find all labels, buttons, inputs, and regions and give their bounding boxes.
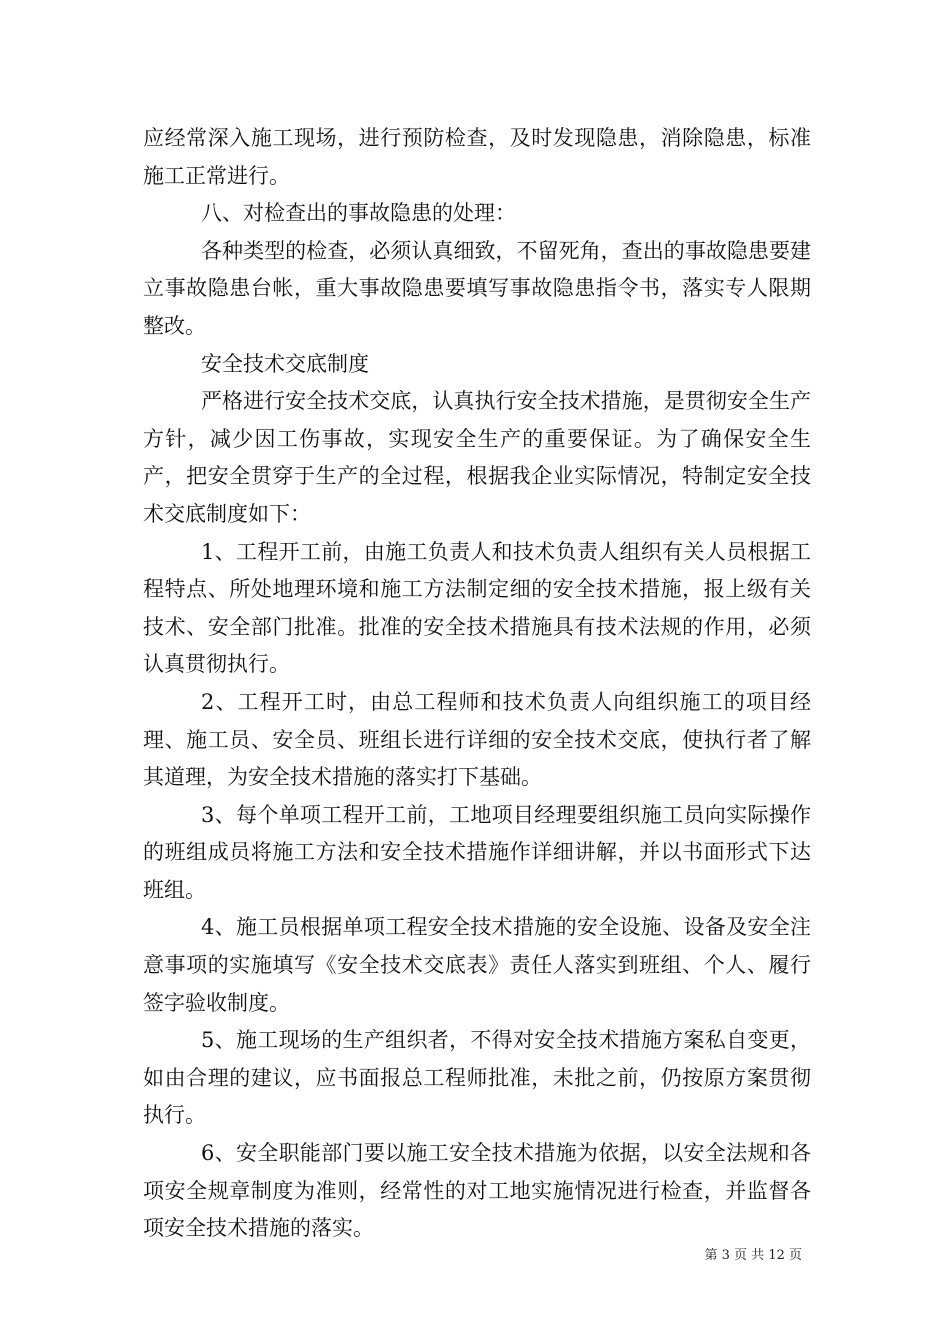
paragraph-item-2: 2、工程开工时，由总工程师和技术负责人向组织施工的项目经理、施工员、安全员、班组长进行详细的安全技术交底，使执行者了解其道理，为安全技术措施的落实打下基础。 — [143, 689, 811, 790]
paragraph-item-3: 3、每个单项工程开工前，工地项目经理要组织施工员向实际操作的班组成员将施工方法和安全技术措施作详细讲解，并以书面形式下达班组。 — [143, 802, 811, 902]
paragraph-item-4: 4、施工员根据单项工程安全技术措施的安全设施、设备及安全注意事项的实施填写《安全技术交底表》责任人落实到班组、个人、履行签字验收制度。 — [143, 915, 811, 1015]
section-heading-safety-briefing: 安全技术交底制度 — [201, 351, 369, 376]
section-heading-hazard-handling: 八、对检查出的事故隐患的处理： — [201, 201, 516, 226]
paragraph-item-5: 5、施工现场的生产组织者，不得对安全技术措施方案私自变更，如由合理的建议，应书面报总工程师批准，未批之前，仍按原方案贯彻执行。 — [143, 1028, 811, 1128]
paragraph-hazard-ledger: 各种类型的检查，必须认真细致，不留死角，查出的事故隐患要建立事故隐患台帐，重大事故隐患要填写事故隐患指令书，落实专人限期整改。 — [143, 238, 811, 338]
paragraph-item-1: 1、工程开工前，由施工负责人和技术负责人组织有关人员根据工程特点、所处地理环境和施工方法制定细的安全技术措施，报上级有关技术、安全部门批准。批准的安全技术措施具有技术法规的作用，必须认真贯彻执行。 — [143, 539, 811, 677]
document-body — [143, 120, 811, 1248]
paragraph-intro: 严格进行安全技术交底，认真执行安全技术措施，是贯彻安全生产方针，减少因工伤事故，实现安全生产的重要保证。为了确保安全生产，把安全贯穿于生产的全过程，根据我企业实际情况，特制定安全技术交底制度如下： — [143, 389, 811, 526]
paragraph-continuation: 应经常深入施工现场，进行预防检查，及时发现隐患，消除隐患，标准施工正常进行。 — [143, 126, 811, 188]
page-number-footer: 第 3 页 共 12 页 — [704, 1248, 802, 1263]
paragraph-item-6: 6、安全职能部门要以施工安全技术措施为依据，以安全法规和各项安全规章制度为准则，经常性的对工地实施情况进行检查，并监督各项安全技术措施的落实。 — [143, 1141, 811, 1241]
